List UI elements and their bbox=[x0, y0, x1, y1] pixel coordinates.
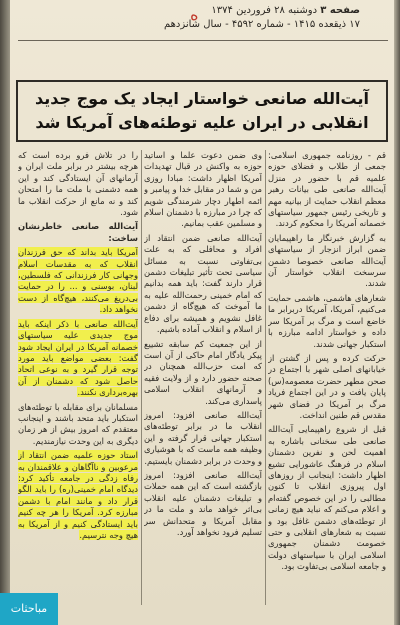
paragraph: وی ضمن دعوت علما و اساتید حوزه به واکنش در قبال تهدیدات آمریکا اظهار داشت: مبادا روزی من و شما در مقابل خدا و پیامبر و ائمه اطهار دچار شرمندگی شویم که چرا در مبارزه با دشمنان اسلام و مسلمین عقب بمانیم. bbox=[144, 150, 262, 229]
issue-number-line: ۱۷ ذیقعده ۱۴۱۵ - شماره ۴۵۹۲ - سال شانزدهم bbox=[163, 19, 360, 30]
headline-line-1: آیت‌الله صانعی خواستار ایجاد یک موج جدید bbox=[35, 89, 369, 108]
paragraph: قم - روزنامه جمهوری اسلامی: جمعی از طلاب و فضلای حوزه علمیه قم با حضور در منزل آیت‌الله صانعی طی بیانات رهبر معظم انقلاب حمایت از بیانیه مهم و تاریخی رئیس جمهور سیاستهای خصمانه آمریکا را محکوم کردند. bbox=[268, 150, 386, 229]
page-gutter-left bbox=[0, 0, 10, 625]
site-watermark: مباحثات bbox=[0, 593, 58, 625]
highlighted-paragraph: آمریکا باید بداند که حق فرزندان انقلاب که به مقدسات اسلام وجهانی کار فرزندانی که فلسطین، لبنان، بوسنی و ... را در حمایت بی‌دریغ می‌کنند، هیچ‌گاه از دست نخواهد داد. bbox=[18, 247, 138, 315]
paragraph: آیت‌الله صانعی ضمن انتقاد از افراد و محافلی که به علت بی‌تفاوتی نسبت به مسائل سیاسی تحت تأثیر تبلیغات دشمن قرار دارند گفت: باید همه بدانیم که امام خمینی رحمت‌الله علیه به ما آموخت که هیچ‌گاه از دشمن غافل نشویم و همیشه برای دفاع از اسلام و انقلاب آماده باشیم. bbox=[144, 232, 262, 335]
paragraph: قبل از شروع راهپیمایی آیت‌الله صانعی طی سخنانی باشاره به اهمیت لحن و نفرین دشمنان اسلام در فرهنگ عاشورایی تشیع اظهار داشت: اینجانب از روزهای اول پیروزی انقلاب تا کنون مطالبی را در این خصوص گفته‌ام و اعلام می‌کنم که نباید هیچ زمانی از توطئه‌های دشمن غافل بود و نسبت به شعارهای انقلابی و حتی خصومت دشمنان جمهوری اسلامی ایران با سیاستهای دولت و جامعه اسلامی بی‌تفاوت بود. bbox=[268, 424, 386, 572]
issue-header bbox=[70, 4, 360, 32]
article-column-left bbox=[18, 150, 138, 610]
column-divider bbox=[141, 150, 142, 605]
paragraph: آیت‌الله صانعی افزود: امروز انقلاب ما در برابر توطئه‌های استکبار جهانی قرار گرفته و این وظیفه همه ماست که با هوشیاری و وحدت در برابر دشمنان بایستیم. bbox=[144, 409, 262, 466]
headline-box bbox=[16, 80, 388, 142]
paragraph: آیت‌الله صانعی خاطرنشان ساخت: bbox=[18, 221, 138, 243]
paragraph: مسلمانان برای مقابله با توطئه‌های استکبار باید متحد باشند و اینجانب معتقدم که امروز بیش از هر زمان دیگری به این وحدت نیازمندیم. bbox=[18, 401, 138, 446]
issue-page-line bbox=[70, 4, 360, 18]
page-label: صفحه ۳ bbox=[320, 5, 360, 16]
highlighted-paragraph: استاد حوزه علمیه ضمن انتقاد از مرعوبین و ناآگاهان و علاقمندان به رفاه زدگی در جامعه تأکید کرد: دیدگاه امام خمینی(ره) را باید الگو قرار داد و مانند امام با دشمن مبارزه کرد. آمریکا را هر چه کنیم باید ایستادگی کنیم و از آمریکا به هیچ وجه نترسیم. bbox=[18, 450, 138, 540]
article-column-middle bbox=[144, 150, 262, 610]
paragraph: حرکت کرده و پس از گشتن از خیابانهای اصلی شهر با اجتماع در صحن مطهر حضرت معصومه(س) پایان یافت و در این اجتماع فریاد مرگ بر آمریکا در فضای شهر مقدس قم طنین انداخت. bbox=[268, 352, 386, 420]
issue-date: دوشنبه ۲۸ فروردین ۱۳۷۴ bbox=[211, 5, 318, 16]
headline-line-2: انقلابی در ایران علیه توطئه‌های آمریکا شد bbox=[35, 113, 369, 132]
page-gutter-right bbox=[394, 0, 400, 625]
paragraph: از این جمعیت کم سابقه تشییع پیکر یادگار امام حاکی از آن است که امت حزب‌الله همچنان در صحنه حضور دارد و از ولایت فقیه و آرمانهای انقلاب اسلامی پاسداری می‌کند. bbox=[144, 338, 262, 406]
paragraph: را در تلاش فرو برده است که هرچه بیشتر در برابر ملت ایران و آرمانهای آن ایستادگی کند و این همه دشمنی با ملت ما را امتحان کند و نه مانع از حرکت انقلاب ما شود. bbox=[18, 150, 138, 218]
paragraph: به گزارش خبرنگار ما راهپیمایان ضمن ابراز انزجار از سیاستهای آیت‌الله صانعی خصوصا دشمن سرسخت انقلاب خواستار آن شدند. bbox=[268, 232, 386, 289]
paragraph: شعارهای هاشمی، هاشمی حمایت می‌کنیم، آمریکا، آمریکا دربرابر ما خاضع است و مرگ بر آمریکا سر داده و خواستار ادامه مبارزه با استکبار جهانی شدند. bbox=[268, 292, 386, 349]
paragraph: آیت‌الله صانعی افزود: امروز بازگشته است که این همه حملات و تبلیغات دشمنان علیه انقلاب بی‌اثر خواهد ماند و ملت ما در مقابل آمریکا و متحدانش سر تسلیم فرود نخواهد آورد. bbox=[144, 469, 262, 537]
red-ink-stamp: ه bbox=[188, 4, 200, 25]
highlighted-paragraph: آیت‌الله صانعی با ذکر اینکه باید موج جدیدی علیه سیاستهای خصمانه آمریکا در ایران ایجاد شود گفت: بعضی مواضع باید مورد توجه قرار گیرد و به نوعی اتحاد حاصل شود که دشمنان از آن بهره‌برداری نکنند. bbox=[18, 318, 138, 398]
article-column-right bbox=[268, 150, 386, 610]
column-divider bbox=[265, 150, 266, 605]
header-rule bbox=[18, 40, 388, 41]
